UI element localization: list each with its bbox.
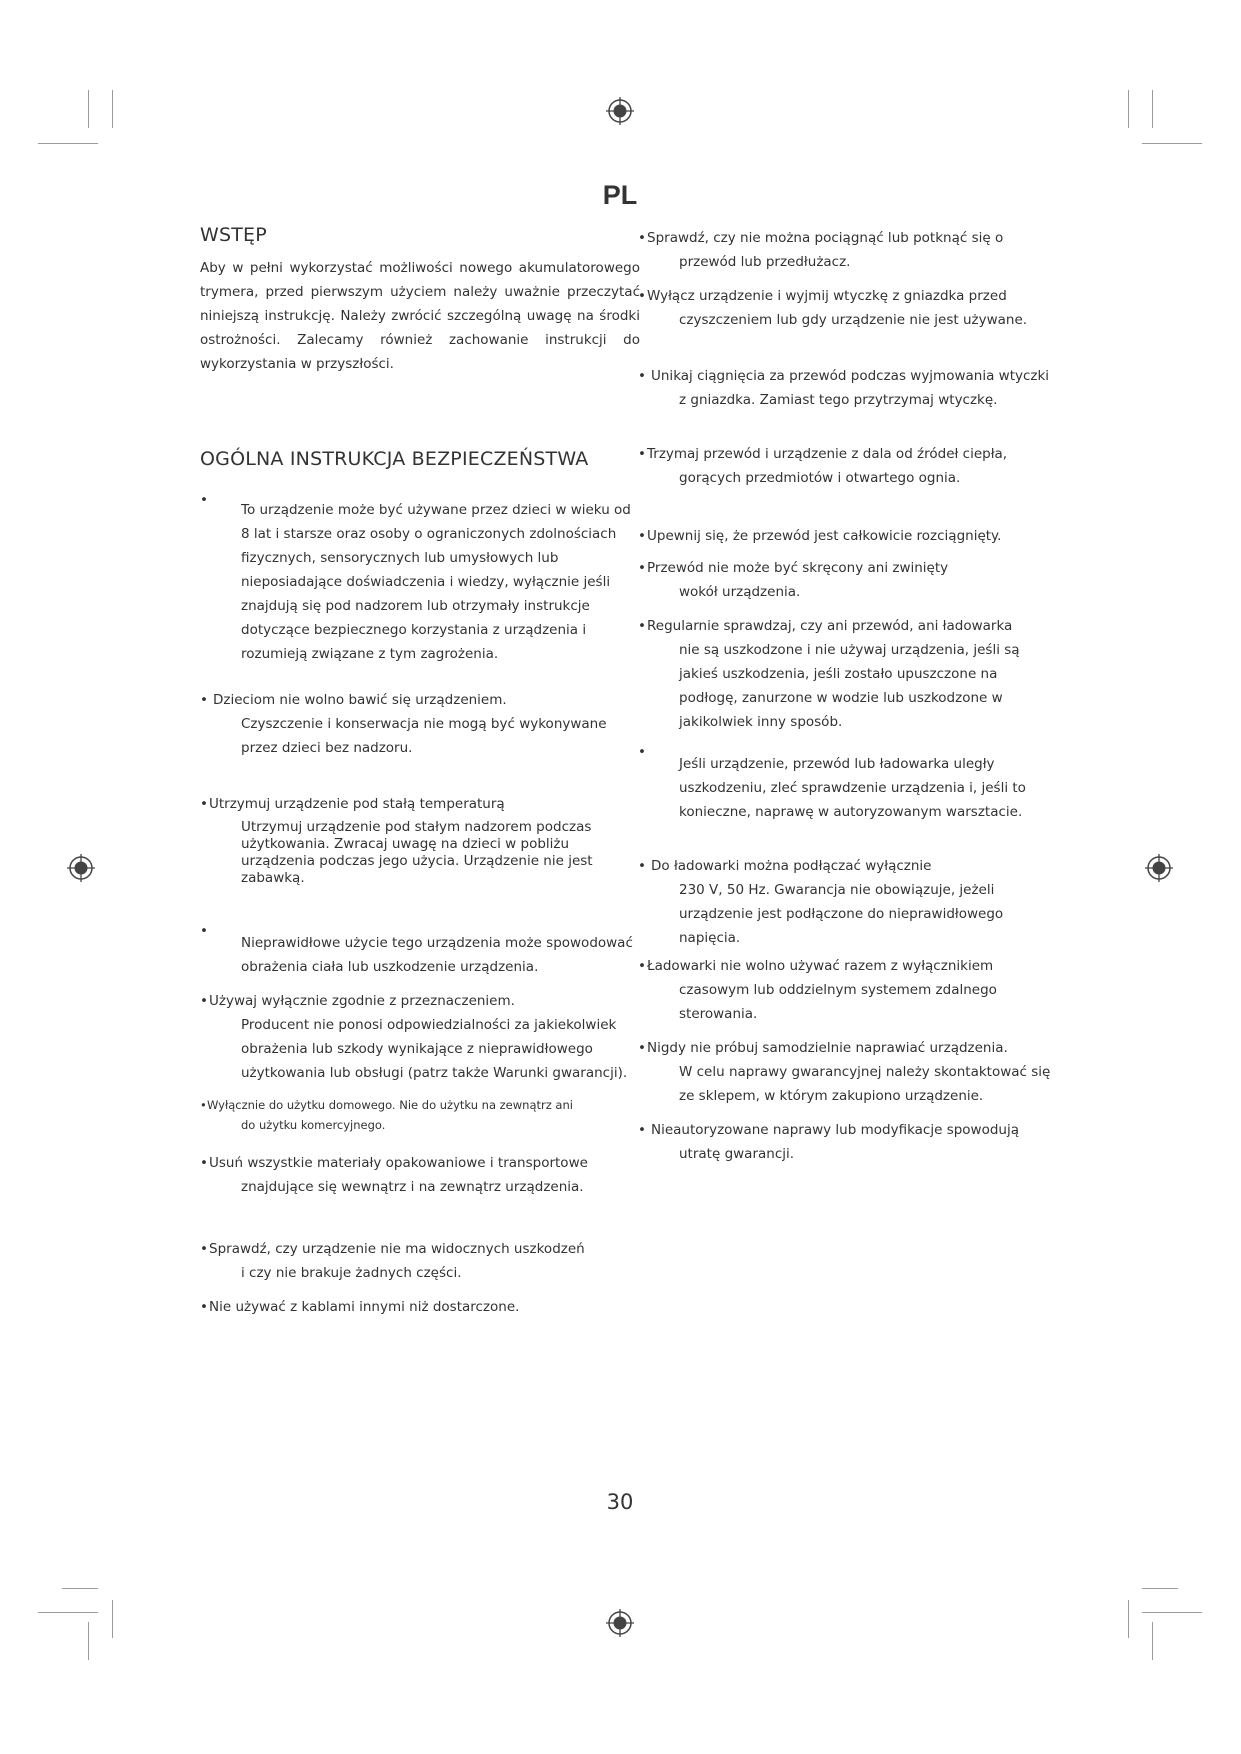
page-number: 30	[606, 1490, 634, 1514]
crop-mark	[62, 1588, 98, 1589]
list-item: • Jeśli urządzenie, przewód lub ładowarka uległy uszkodzeniu, zleć sprawdzenie urządzenia i, jeśli to konieczne, naprawę w autoryzowanym warsztacie.	[638, 744, 1026, 820]
list-item: • Trzymaj przewód i urządzenie z dala od źródeł ciepła, gorących przedmiotów i otwartego ognia.	[638, 446, 1008, 486]
safety-list-left	[200, 488, 640, 1319]
list-item: • Dzieciom nie wolno bawić się urządzeniem. Czyszczenie i konserwacja nie mogą być wykonywane przez dzieci bez nadzoru.	[200, 692, 607, 756]
crop-mark	[88, 1622, 89, 1660]
crop-mark	[1152, 90, 1153, 128]
crop-mark	[1128, 90, 1129, 128]
list-item: • Przewód nie może być skręcony ani zwinięty wokół urządzenia.	[638, 560, 949, 600]
intro-text: Aby w pełni wykorzystać możliwości nowego akumulatorowego trymera, przed pierwszym użyciem należy uważnie przeczytać niniejszą instrukcję. Należy zwrócić szczególną uwagę na środki ostrożności. Zalecamy również zachowanie instrukcji do wykorzystania w przyszłości.	[200, 260, 640, 372]
list-item: • Nieautoryzowane naprawy lub modyfikacje spowodują utratę gwarancji.	[638, 1122, 1020, 1162]
list-item: • Nie używać z kablami innymi niż dostarczone.	[200, 1299, 520, 1315]
list-item: • To urządzenie może być używane przez dzieci w wieku od 8 lat i starsze oraz osoby o ograniczonych zdolnościach fizycznych, sensorycznych lub umysłowych lub nieposiadające doświadczenia i wiedzy, wyłącznie jeśli znajdują się pod nadzorem lub otrzymały instrukcje dotyczące bezpiecznego korzystania z urządzenia i rozumieją związane z tym zagrożenia.	[200, 492, 631, 662]
language-code: PL	[602, 180, 638, 210]
intro-section	[200, 256, 640, 376]
list-item: • Unikaj ciągnięcia za przewód podczas wyjmowania wtyczki z gniazdka. Zamiast tego przytrzymaj wtyczkę.	[638, 368, 1050, 408]
list-item: • Wyłącz urządzenie i wyjmij wtyczkę z gniazdka przed czyszczeniem lub gdy urządzenie nie jest używane.	[638, 288, 1028, 328]
list-item: • Wyłącznie do użytku domowego. Nie do użytku na zewnątrz ani do użytku komercyjnego.	[200, 1098, 573, 1132]
list-item: • Nieprawidłowe użycie tego urządzenia może spowodować obrażenia ciała lub uszkodzenie urządzenia.	[200, 923, 633, 975]
crop-mark	[38, 143, 98, 144]
crop-mark	[1128, 1600, 1129, 1638]
list-item: • Regularnie sprawdzaj, czy ani przewód, ani ładowarka nie są uszkodzone i nie używaj urządzenia, jeśli są jakieś uszkodzenia, jeśli zostało upuszczone na podłogę, zanurzone w wodzie lub uszkodzone w jakikolwiek inny sposób.	[638, 618, 1020, 730]
list-item: • Nigdy nie próbuj samodzielnie naprawiać urządzenia. W celu naprawy gwarancyjnej należy skontaktować się ze sklepem, w którym zakupiono urządzenie.	[638, 1040, 1051, 1104]
registration-mark-icon	[605, 96, 635, 126]
list-item: • Do ładowarki można podłączać wyłącznie 230 V, 50 Hz. Gwarancja nie obowiązuje, jeżeli urządzenie jest podłączone do nieprawidłowego napięcia.	[638, 858, 1004, 946]
crop-mark	[112, 1600, 113, 1638]
safety-list-right	[638, 226, 1058, 1166]
list-item: • Usuń wszystkie materiały opakowaniowe i transportowe znajdujące się wewnątrz i na zewnątrz urządzenia.	[200, 1155, 588, 1195]
list-item: • Sprawdź, czy nie można pociągnąć lub potknąć się o przewód lub przedłużacz.	[638, 230, 1004, 270]
crop-mark	[112, 90, 113, 128]
list-item: • Upewnij się, że przewód jest całkowicie rozciągnięty.	[638, 528, 1002, 544]
list-item: • Utrzymuj urządzenie pod stałą temperaturą Utrzymuj urządzenie pod stałym nadzorem podczas użytkowania. Zwracaj uwagę na dzieci w pobliżu urządzenia podczas jego użycia. Urządzenie nie jest zabawką.	[200, 796, 593, 886]
crop-mark	[38, 1612, 98, 1613]
registration-mark-icon	[605, 1608, 635, 1638]
list-item: • Sprawdź, czy urządzenie nie ma widocznych uszkodzeń i czy nie brakuje żadnych części.	[200, 1241, 585, 1281]
list-item: • Używaj wyłącznie zgodnie z przeznaczeniem. Producent nie ponosi odpowiedzialności za jakiekolwiek obrażenia lub szkody wynikające z nieprawidłowego użytkowania lub obsługi (patrz także Warunki gwarancji).	[200, 993, 628, 1081]
crop-mark	[1152, 1622, 1153, 1660]
crop-mark	[88, 90, 89, 128]
safety-heading: OGÓLNA INSTRUKCJA BEZPIECZEŃSTWA	[200, 448, 589, 470]
registration-mark-icon	[66, 853, 96, 883]
crop-mark	[1142, 1612, 1202, 1613]
crop-mark	[1142, 1588, 1178, 1589]
list-item: • Ładowarki nie wolno używać razem z wyłącznikiem czasowym lub oddzielnym systemem zdalnego sterowania.	[638, 958, 997, 1022]
intro-heading: WSTĘP	[200, 224, 267, 246]
registration-mark-icon	[1144, 853, 1174, 883]
crop-mark	[1142, 143, 1202, 144]
